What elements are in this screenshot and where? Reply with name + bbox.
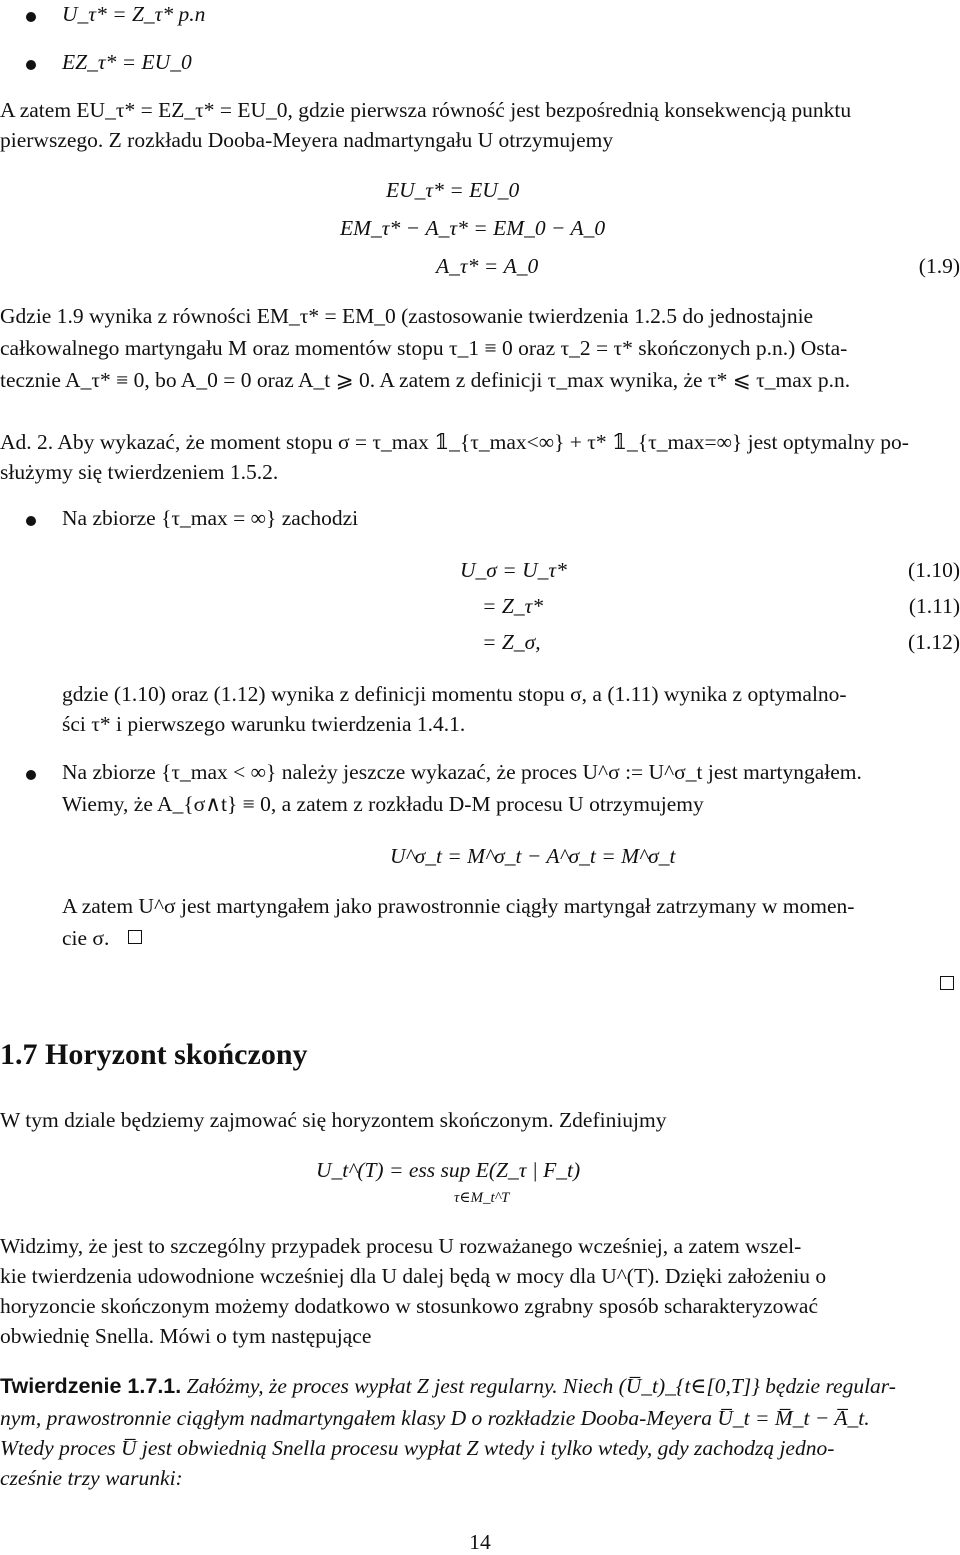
paragraph-line: obwiednię Snella. Mówi o tym następujące [0, 1324, 372, 1348]
equation-number: (1.12) [908, 630, 960, 654]
equation-line: EU_τ* = EU_0 [386, 178, 520, 202]
paragraph-line: gdzie (1.10) oraz (1.12) wynika z definicji momentu stopu σ, a (1.11) wynika z optymalno- [62, 682, 847, 706]
theorem-text: Załóżmy, że proces wypłat Z jest regularny. Niech (U̅_t)_{t∈[0,T]} będzie regular- [186, 1374, 896, 1398]
bullet-line-4: Na zbiorze {τ_max < ∞} należy jeszcze wykazać, że proces U^σ := U^σ_t jest martyngałem. [62, 760, 862, 784]
bullet-line-2: EZ_τ* = EU_0 [62, 50, 192, 74]
equation-subscript: τ∈M_t^T [454, 1190, 510, 1206]
paragraph-line: horyzoncie skończonym możemy dodatkowo w stosunkowo zgrabny sposób scharakteryzować [0, 1294, 818, 1318]
paragraph-line: ści τ* i pierwszego warunku twierdzenia 1.4.1. [62, 712, 466, 736]
paragraph-line: A zatem U^σ jest martyngałem jako prawostronnie ciągły martyngał zatrzymany w momen- [62, 894, 855, 918]
section-heading: 1.7 Horyzont skończony [0, 1038, 308, 1071]
paragraph-line: Widzimy, że jest to szczególny przypadek procesu U rozważanego wcześniej, a zatem wszel- [0, 1234, 802, 1258]
page-number: 14 [469, 1530, 491, 1554]
paragraph-line: pierwszego. Z rozkładu Dooba-Meyera nadmartyngału U otrzymujemy [0, 128, 614, 152]
equation-number: (1.11) [908, 594, 960, 618]
equation-line: U_t^(T) = ess sup E(Z_τ | F_t) [316, 1158, 581, 1182]
equation-line: EM_τ* − A_τ* = EM_0 − A_0 [340, 216, 606, 240]
equation-line: A_τ* = A_0 [436, 254, 539, 278]
equation-line: U_σ = U_τ* [460, 558, 567, 582]
bullet-line-1: U_τ* = Z_τ* p.n [62, 2, 206, 26]
paragraph-line: służymy się twierdzeniem 1.5.2. [0, 460, 279, 484]
paragraph-line: cie σ. [62, 926, 110, 950]
paragraph-line: Gdzie 1.9 wynika z równości EM_τ* = EM_0 (zastosowanie twierdzenia 1.2.5 do jednostajnie [0, 304, 814, 328]
bullet [26, 770, 36, 780]
equation-line: = Z_τ* [482, 594, 544, 618]
theorem-line: Wtedy proces U̅ jest obwiednią Snella procesu wypłat Z wtedy i tylko wtedy, gdy zachodzą jedno- [0, 1436, 835, 1460]
paragraph-line: W tym dziale będziemy zajmować się horyzontem skończonym. Zdefiniujmy [0, 1108, 667, 1132]
equation-line: = Z_σ, [482, 630, 541, 654]
bullet-line-3: Na zbiorze {τ_max = ∞} zachodzi [62, 506, 359, 530]
paragraph-line: A zatem EU_τ* = EZ_τ* = EU_0, gdzie pierwsza równość jest bezpośrednią konsekwencją punktu [0, 98, 852, 122]
paragraph-line: kie twierdzenia udowodnione wcześniej dla U dalej będą w mocy dla U^(T). Dzięki założeniu o [0, 1264, 827, 1288]
equation-number: (1.9) [918, 254, 960, 278]
bullet [26, 516, 36, 526]
theorem-line: cześnie trzy warunki: [0, 1466, 183, 1490]
equation-line: U^σ_t = M^σ_t − A^σ_t = M^σ_t [390, 844, 676, 868]
theorem-title: Twierdzenie 1.7.1. [0, 1374, 182, 1398]
equation-number: (1.10) [908, 558, 960, 582]
paragraph-line: tecznie A_τ* ≡ 0, bo A_0 = 0 oraz A_t ⩾ 0. A zatem z definicji τ_max wynika, że τ* ⩽ τ_max p.n. [0, 368, 851, 392]
theorem-line [0, 1372, 896, 1400]
paragraph-line: Ad. 2. Aby wykazać, że moment stopu σ = τ_max 𝟙_{τ_max<∞} + τ* 𝟙_{τ_max=∞} jest optymalny po- [0, 430, 909, 454]
qed-box-icon [128, 930, 142, 944]
paragraph-line: Wiemy, że A_{σ∧t} ≡ 0, a zatem z rozkładu D-M procesu U otrzymujemy [62, 792, 704, 816]
qed-box-icon [940, 976, 954, 990]
bullet [26, 60, 36, 70]
theorem-line: nym, prawostronnie ciągłym nadmartyngałem klasy D o rozkładzie Dooba-Meyera U̅_t = M̅_t − A̅_t. [0, 1406, 870, 1430]
bullet [26, 12, 36, 22]
paragraph-line: całkowalnego martyngału M oraz momentów stopu τ_1 ≡ 0 oraz τ_2 = τ* skończonych p.n.) Osta- [0, 336, 848, 360]
